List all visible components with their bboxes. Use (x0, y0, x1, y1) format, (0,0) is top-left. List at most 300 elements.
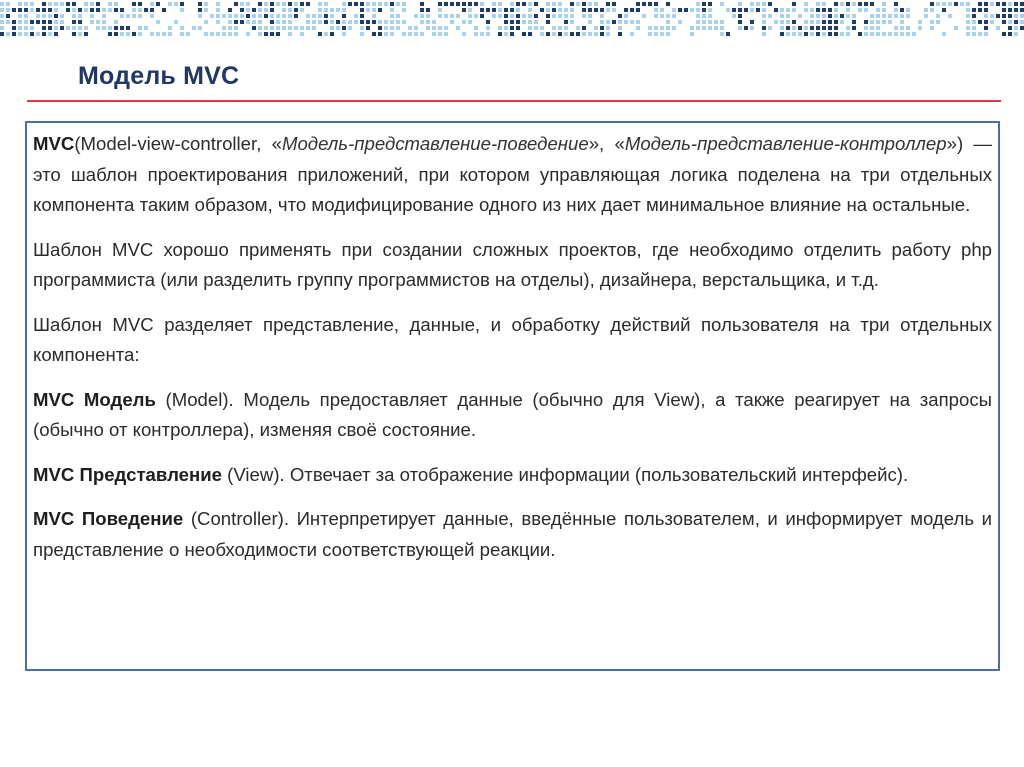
decorative-dot (180, 8, 184, 12)
decorative-dot (924, 14, 928, 18)
decorative-dot (114, 8, 118, 12)
decorative-dot (378, 20, 382, 24)
decorative-dot (768, 26, 772, 30)
decorative-dot (150, 32, 154, 36)
decorative-dot (780, 32, 784, 36)
decorative-dot (108, 32, 112, 36)
decorative-dot (1014, 8, 1018, 12)
decorative-dot (24, 14, 28, 18)
paragraph-view (33, 460, 992, 491)
decorative-dot (324, 20, 328, 24)
decorative-dot (654, 14, 658, 18)
view-term: MVC Представление (33, 463, 222, 485)
decorative-dot (1020, 2, 1024, 6)
decorative-dot (1014, 26, 1018, 30)
decorative-dot (378, 32, 382, 36)
decorative-dot (564, 20, 568, 24)
decorative-dot (912, 32, 916, 36)
decorative-dot (354, 2, 358, 6)
intro-separator: », « (588, 133, 625, 154)
decorative-dot (6, 2, 10, 6)
decorative-dot (528, 32, 532, 36)
decorative-dot (696, 2, 700, 6)
decorative-dot (936, 20, 940, 24)
decorative-dot (342, 2, 346, 6)
decorative-dot (804, 32, 808, 36)
decorative-dot (642, 14, 646, 18)
decorative-dot (384, 32, 388, 36)
decorative-dot (18, 14, 22, 18)
decorative-dot (552, 32, 556, 36)
decorative-dot (702, 14, 706, 18)
decorative-dot (300, 26, 304, 30)
decorative-dot (408, 26, 412, 30)
decorative-dot (618, 14, 622, 18)
decorative-dot (204, 20, 208, 24)
decorative-dot (486, 8, 490, 12)
decorative-dot (582, 32, 586, 36)
decorative-dot (810, 20, 814, 24)
decorative-dot (510, 20, 514, 24)
decorative-dot (252, 8, 256, 12)
decorative-dot (702, 2, 706, 6)
decorative-dot (672, 26, 676, 30)
decorative-dot (48, 2, 52, 6)
decorative-dot (36, 32, 40, 36)
decorative-dot (930, 8, 934, 12)
decorative-dot (918, 26, 922, 30)
decorative-dot (504, 8, 508, 12)
decorative-dot (672, 8, 676, 12)
decorative-dot (684, 8, 688, 12)
decorative-dot (930, 2, 934, 6)
decorative-dot (240, 14, 244, 18)
decorative-dot (324, 32, 328, 36)
decorative-dot (756, 8, 760, 12)
decorative-dot (690, 26, 694, 30)
decorative-dot (522, 32, 526, 36)
decorative-dot (210, 32, 214, 36)
decorative-dot (876, 32, 880, 36)
decorative-dot (54, 14, 58, 18)
decorative-dot (246, 2, 250, 6)
decorative-dot (72, 14, 76, 18)
decorative-dot (822, 14, 826, 18)
decorative-dot (264, 14, 268, 18)
decorative-dot (516, 20, 520, 24)
decorative-dot (396, 2, 400, 6)
decorative-dot (198, 2, 202, 6)
decorative-dot (66, 2, 70, 6)
decorative-dot (312, 14, 316, 18)
decorative-dot (108, 2, 112, 6)
decorative-dot (198, 14, 202, 18)
decorative-dot (0, 20, 4, 24)
decorative-dot (852, 2, 856, 6)
decorative-dot (426, 26, 430, 30)
decorative-dot (474, 32, 478, 36)
decorative-dot (534, 14, 538, 18)
decorative-dot (462, 8, 466, 12)
decorative-dot (492, 2, 496, 6)
decorative-dot (1014, 20, 1018, 24)
decorative-dot (786, 8, 790, 12)
decorative-dot (282, 14, 286, 18)
decorative-dot (324, 2, 328, 6)
decorative-dot (234, 14, 238, 18)
decorative-dot (870, 26, 874, 30)
decorative-dot (732, 14, 736, 18)
decorative-dot (264, 32, 268, 36)
decorative-dot (534, 26, 538, 30)
decorative-dot (96, 26, 100, 30)
decorative-dot (756, 2, 760, 6)
decorative-dot (516, 8, 520, 12)
decorative-dot (606, 26, 610, 30)
decorative-dot (660, 14, 664, 18)
decorative-dot (240, 20, 244, 24)
decorative-dot (72, 32, 76, 36)
decorative-dot (150, 14, 154, 18)
decorative-dot (438, 26, 442, 30)
decorative-dot (312, 20, 316, 24)
decorative-dot (120, 26, 124, 30)
decorative-dot (750, 2, 754, 6)
content-box (25, 121, 1000, 671)
decorative-dot (828, 20, 832, 24)
decorative-dot (48, 20, 52, 24)
decorative-dot (120, 14, 124, 18)
decorative-dot (588, 20, 592, 24)
decorative-dot (150, 8, 154, 12)
decorative-dot (228, 26, 232, 30)
decorative-dot (462, 2, 466, 6)
decorative-dot (420, 2, 424, 6)
decorative-dot (528, 26, 532, 30)
decorative-dot (972, 8, 976, 12)
decorative-dot (318, 2, 322, 6)
decorative-dot (678, 8, 682, 12)
decorative-dot (420, 14, 424, 18)
decorative-dot (336, 26, 340, 30)
decorative-dot (786, 20, 790, 24)
decorative-dot (318, 32, 322, 36)
decorative-dot (222, 26, 226, 30)
decorative-dot (642, 2, 646, 6)
decorative-dot (84, 2, 88, 6)
decorative-dot (738, 26, 742, 30)
decorative-dot (702, 20, 706, 24)
decorative-dot (366, 26, 370, 30)
decorative-dot (900, 14, 904, 18)
decorative-dot (1008, 20, 1012, 24)
decorative-dot (342, 20, 346, 24)
decorative-dot (444, 14, 448, 18)
decorative-dot (438, 14, 442, 18)
decorative-dot (30, 2, 34, 6)
decorative-dot (276, 20, 280, 24)
intro-rest: ») — это шаблон проектирования приложений, при котором управляющая логика поделена на три отдельных компонента таким образом, что модифицирование одного из них дает минимальное влияние на остальные. (33, 133, 992, 215)
decorative-dot (348, 20, 352, 24)
decorative-dot (504, 14, 508, 18)
decorative-dot (288, 32, 292, 36)
decorative-dot (336, 8, 340, 12)
decorative-dot (846, 8, 850, 12)
decorative-dot (228, 8, 232, 12)
decorative-dot (234, 2, 238, 6)
decorative-dot (306, 2, 310, 6)
decorative-dot (906, 32, 910, 36)
decorative-dot (834, 14, 838, 18)
decorative-dot (966, 2, 970, 6)
decorative-dot (774, 20, 778, 24)
decorative-dot (528, 14, 532, 18)
decorative-dot (984, 20, 988, 24)
decorative-dot (714, 20, 718, 24)
decorative-dot (582, 2, 586, 6)
decorative-dot (264, 8, 268, 12)
decorative-dot (666, 26, 670, 30)
decorative-dot (552, 14, 556, 18)
decorative-dot (636, 2, 640, 6)
decorative-dot (852, 14, 856, 18)
decorative-dot (876, 14, 880, 18)
decorative-dot (162, 8, 166, 12)
decorative-dot (654, 32, 658, 36)
decorative-dot (738, 8, 742, 12)
decorative-dot (156, 2, 160, 6)
decorative-dot (588, 8, 592, 12)
decorative-dot (606, 2, 610, 6)
decorative-dot (36, 8, 40, 12)
decorative-dot (516, 2, 520, 6)
decorative-dot (42, 8, 46, 12)
decorative-dot (30, 32, 34, 36)
decorative-dot (246, 14, 250, 18)
decorative-dot (30, 26, 34, 30)
decorative-dot (480, 14, 484, 18)
decorative-dot (390, 2, 394, 6)
decorative-dot (324, 14, 328, 18)
decorative-dot (48, 26, 52, 30)
decorative-dot (36, 14, 40, 18)
decorative-dot (138, 26, 142, 30)
decorative-dot (942, 8, 946, 12)
decorative-dot (300, 2, 304, 6)
decorative-dot (24, 32, 28, 36)
decorative-dot (882, 14, 886, 18)
decorative-dot (54, 20, 58, 24)
decorative-dot (1002, 32, 1006, 36)
decorative-dot (696, 20, 700, 24)
decorative-dot (468, 14, 472, 18)
decorative-dot (882, 2, 886, 6)
decorative-dot (822, 20, 826, 24)
decorative-dot (666, 32, 670, 36)
decorative-dot (444, 2, 448, 6)
decorative-dot (552, 2, 556, 6)
decorative-dot (612, 20, 616, 24)
decorative-dot (270, 8, 274, 12)
paragraph-intro (33, 129, 992, 221)
decorative-dot (804, 26, 808, 30)
decorative-dot (624, 14, 628, 18)
decorative-dot (822, 26, 826, 30)
decorative-dot (822, 8, 826, 12)
decorative-dot (594, 26, 598, 30)
decorative-dot (510, 14, 514, 18)
decorative-dot (360, 20, 364, 24)
decorative-dot (276, 14, 280, 18)
decorative-dot (0, 14, 4, 18)
decorative-dot (114, 20, 118, 24)
decorative-dot (396, 14, 400, 18)
decorative-dot (870, 2, 874, 6)
decorative-dot (612, 8, 616, 12)
title-underline (27, 100, 1001, 102)
decorative-dot (528, 8, 532, 12)
paragraph-usage: Шаблон MVC хорошо применять при создании сложных проектов, где необходимо отделить работу php программиста (или разделить группу программистов на отделы), дизайнера, верстальщика, и т.д. (33, 238, 992, 290)
decorative-dot (996, 26, 1000, 30)
decorative-dot (888, 20, 892, 24)
decorative-dot (168, 2, 172, 6)
decorative-dot (540, 8, 544, 12)
decorative-dot (318, 20, 322, 24)
decorative-dot (834, 2, 838, 6)
decorative-dot (246, 8, 250, 12)
decorative-dot (12, 32, 16, 36)
decorative-dot (102, 26, 106, 30)
decorative-dot (432, 26, 436, 30)
decorative-dot (1020, 26, 1024, 30)
decorative-dot (180, 26, 184, 30)
decorative-dot (804, 8, 808, 12)
decorative-dot (726, 32, 730, 36)
decorative-dot (702, 8, 706, 12)
decorative-dot (738, 14, 742, 18)
decorative-dot (1002, 14, 1006, 18)
decorative-dot (66, 8, 70, 12)
decorative-dot (120, 32, 124, 36)
decorative-dot (342, 32, 346, 36)
decorative-dot (366, 20, 370, 24)
decorative-dot (372, 14, 376, 18)
decorative-dot (132, 14, 136, 18)
decorative-dot (570, 20, 574, 24)
decorative-dot (336, 20, 340, 24)
decorative-dot (798, 32, 802, 36)
decorative-dot (504, 20, 508, 24)
decorative-dot (1020, 14, 1024, 18)
decorative-dot (630, 32, 634, 36)
decorative-dot (6, 14, 10, 18)
decorative-dot (864, 8, 868, 12)
decorative-dot (510, 32, 514, 36)
decorative-dot (186, 32, 190, 36)
decorative-dot (210, 14, 214, 18)
decorative-dot (222, 14, 226, 18)
paragraph-split: Шаблон MVC разделяет представление, данные, и обработку действий пользователя на три отдельных компонента: (33, 313, 992, 365)
decorative-dot (798, 26, 802, 30)
decorative-dot (30, 8, 34, 12)
decorative-dot (390, 14, 394, 18)
decorative-dot (588, 14, 592, 18)
decorative-dot (540, 26, 544, 30)
decorative-dot (126, 14, 130, 18)
decorative-dot (288, 26, 292, 30)
decorative-dot (396, 20, 400, 24)
decorative-dot (882, 32, 886, 36)
slide-title: Модель MVC (78, 62, 240, 90)
decorative-dot (732, 8, 736, 12)
decorative-dot (792, 8, 796, 12)
decorative-dot (870, 14, 874, 18)
decorative-dot (888, 14, 892, 18)
decorative-dot (660, 32, 664, 36)
decorative-dot (888, 32, 892, 36)
decorative-dot (252, 26, 256, 30)
decorative-dot (12, 8, 16, 12)
decorative-dot (84, 32, 88, 36)
decorative-dot (894, 14, 898, 18)
decorative-dot (288, 14, 292, 18)
decorative-dot (90, 2, 94, 6)
decorative-dot (402, 32, 406, 36)
decorative-dot (738, 2, 742, 6)
decorative-dot (324, 8, 328, 12)
decorative-dot (306, 14, 310, 18)
decorative-dot (864, 32, 868, 36)
decorative-dot (66, 26, 70, 30)
decorative-dot (810, 32, 814, 36)
decorative-dot (426, 14, 430, 18)
decorative-dot (84, 8, 88, 12)
decorative-dot (522, 20, 526, 24)
decorative-dot (606, 20, 610, 24)
decorative-dot (996, 2, 1000, 6)
decorative-dot (138, 8, 142, 12)
decorative-dot (1002, 20, 1006, 24)
decorative-dot (840, 20, 844, 24)
decorative-dot (696, 14, 700, 18)
decorative-dot (522, 14, 526, 18)
decorative-dot (546, 32, 550, 36)
decorative-dot (192, 26, 196, 30)
decorative-dot (90, 8, 94, 12)
decorative-dot (120, 8, 124, 12)
decorative-dot (0, 26, 4, 30)
decorative-dot (498, 8, 502, 12)
decorative-dot (900, 20, 904, 24)
decorative-dot (402, 20, 406, 24)
decorative-dot (276, 2, 280, 6)
decorative-dot (930, 26, 934, 30)
decorative-dot (846, 26, 850, 30)
decorative-dot (498, 32, 502, 36)
decorative-dot (900, 26, 904, 30)
decorative-dot (858, 32, 862, 36)
decorative-dot (780, 8, 784, 12)
decorative-dot (720, 26, 724, 30)
decorative-dot (594, 8, 598, 12)
decorative-dot (270, 20, 274, 24)
decorative-dot (546, 2, 550, 6)
decorative-dot (372, 32, 376, 36)
decorative-dot (498, 14, 502, 18)
decorative-dot (936, 14, 940, 18)
decorative-dot (24, 26, 28, 30)
decorative-dot (546, 20, 550, 24)
